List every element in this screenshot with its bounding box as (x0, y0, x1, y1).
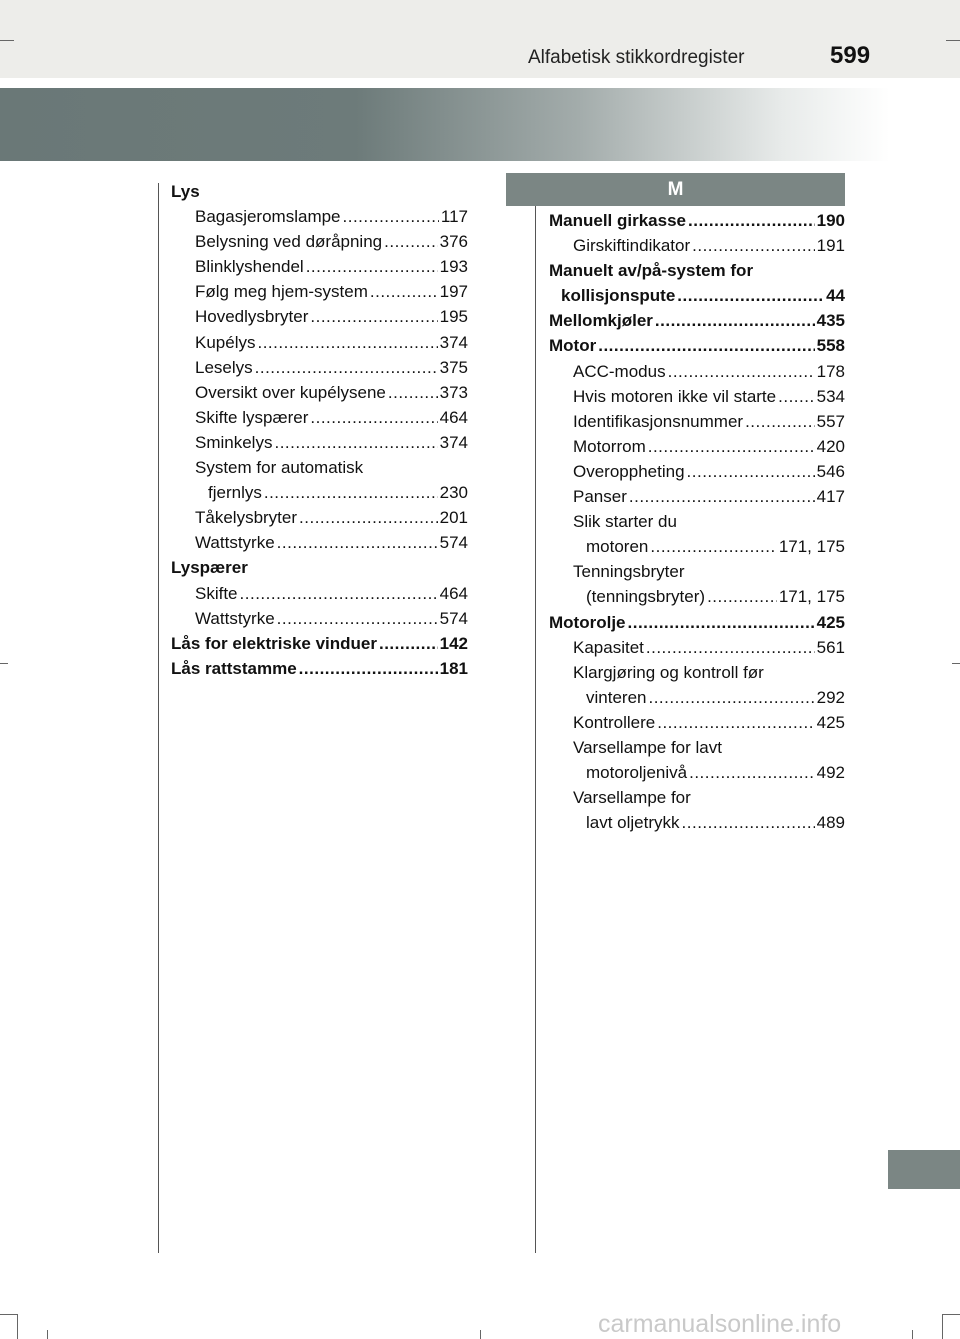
index-entry-term: Belysning ved døråpning (195, 232, 383, 252)
index-entry (171, 505, 468, 530)
index-entry-term: Mellomkjøler (549, 311, 653, 331)
index-entry-page: 376 (439, 232, 468, 252)
dot-leader (370, 279, 438, 304)
index-entry (549, 384, 845, 409)
index-entry (549, 660, 845, 685)
index-entry (549, 610, 845, 635)
index-entry-page: 425 (816, 612, 845, 632)
index-entry-page: 374 (439, 432, 468, 452)
index-entry-page: 489 (816, 813, 845, 833)
index-entry (549, 208, 845, 233)
dot-leader (629, 484, 815, 509)
dot-leader (264, 480, 438, 505)
index-entry-page: 558 (816, 336, 845, 356)
index-entry (171, 455, 468, 480)
index-entry (549, 484, 845, 509)
crop-mark (912, 1330, 913, 1339)
index-entry (549, 409, 845, 434)
index-entry (549, 258, 845, 283)
index-entry-term: ACC-modus (573, 361, 666, 381)
index-entry (171, 530, 468, 555)
index-entry-term: Slik starter du (573, 512, 677, 532)
index-entry-page: 230 (439, 483, 468, 503)
dot-leader (310, 304, 437, 329)
index-entry-term: Følg meg hjem-system (195, 282, 368, 302)
index-side-tab (888, 1150, 960, 1189)
index-entry-term: Sminkelys (195, 432, 273, 452)
index-entry-term: Identifikasjonsnummer (573, 411, 744, 431)
index-entry-page: 561 (816, 637, 845, 657)
dot-leader (650, 534, 776, 559)
index-entry-term: Klargjøring og kontroll før (573, 662, 764, 682)
index-entry-term: kollisjonspute (561, 286, 676, 306)
dot-leader (655, 308, 815, 333)
index-entry-page: 375 (439, 357, 468, 377)
index-entry-page: 190 (816, 211, 845, 230)
index-entry-page: 574 (439, 608, 468, 628)
index-entry (549, 283, 845, 308)
index-entry (549, 559, 845, 584)
index-entry-term: Girskiftindikator (573, 236, 691, 256)
index-entry-term: Varsellampe for lavt (573, 737, 722, 757)
page-header-bar (0, 0, 960, 78)
index-entry (171, 380, 468, 405)
index-entry-page: 374 (439, 332, 468, 352)
index-entry-page: 142 (439, 633, 468, 653)
index-entry-term: Manuelt av/på-system for (549, 261, 754, 281)
crop-mark (942, 1314, 943, 1339)
index-entry-term: Lås rattstamme (171, 658, 297, 678)
decorative-banner (0, 88, 890, 161)
index-entry-page: 171, 175 (778, 537, 845, 557)
index-entry-page: 117 (440, 207, 468, 227)
index-entry-page: 181 (439, 658, 468, 678)
crop-mark (17, 1314, 18, 1339)
index-entry (549, 710, 845, 735)
index-entry (171, 606, 468, 631)
index-entry-page: 178 (816, 361, 845, 381)
index-entry (171, 656, 468, 681)
index-entry-term: Manuell girkasse (549, 211, 687, 230)
index-entry-term: Motorrom (573, 436, 646, 456)
section-letter-heading: M (506, 173, 845, 206)
watermark-text: carmanualsonline.info (598, 1310, 842, 1338)
index-entry (171, 254, 468, 279)
index-column-right (549, 208, 845, 835)
dot-leader (255, 355, 438, 380)
index-entry-term: Kapasitet (573, 637, 644, 657)
index-entry-term: Bagasjeromslampe (195, 207, 341, 227)
index-entry (171, 631, 468, 656)
index-entry-term: Oversikt over kupélysene (195, 382, 386, 402)
index-entry-term: Blinklyshendel (195, 257, 304, 277)
dot-leader (648, 434, 815, 459)
index-entry-term: Tenningsbryter (573, 562, 685, 582)
index-entry-page: 195 (439, 307, 468, 327)
index-entry-page: 534 (816, 386, 845, 406)
index-entry (171, 581, 468, 606)
index-entry (171, 304, 468, 329)
index-entry-term: Wattstyrke (195, 533, 275, 553)
index-entry (549, 584, 845, 609)
index-entry-page: 193 (439, 257, 468, 277)
dot-leader (388, 380, 438, 405)
index-entry-page: 373 (439, 382, 468, 402)
dot-leader (598, 333, 814, 358)
index-entry (549, 635, 845, 660)
index-entry-page: 464 (439, 583, 468, 603)
index-entry (549, 233, 845, 258)
index-entry-page: 44 (826, 286, 845, 306)
dot-leader (299, 656, 438, 681)
dot-leader (668, 359, 815, 384)
index-entry-term: Kupélys (195, 332, 256, 352)
index-entry-page: 435 (816, 311, 845, 331)
index-entry-term: Skifte lyspærer (195, 407, 309, 427)
index-entry-page: 425 (816, 712, 845, 732)
index-entry (171, 279, 468, 304)
index-entry-term: Hovedlysbryter (195, 307, 309, 327)
crop-mark (0, 40, 14, 41)
index-entry-page: 557 (816, 411, 845, 431)
index-entry (549, 359, 845, 384)
dot-leader (689, 760, 815, 785)
dot-leader (687, 459, 815, 484)
index-entry-term: (tenningsbryter) (586, 587, 706, 607)
dot-leader (306, 254, 438, 279)
index-entry (171, 204, 468, 229)
index-entry-term: System for automatisk (195, 458, 364, 478)
index-entry (171, 330, 468, 355)
index-entry-page: 171, 175 (778, 587, 845, 607)
dot-leader (274, 430, 437, 455)
index-entry-page: 492 (816, 763, 845, 783)
page-header-title: Alfabetisk stikkordregister (528, 47, 745, 68)
index-entry-term: vinteren (586, 687, 647, 707)
index-entry (549, 434, 845, 459)
index-entry-term: Lys (171, 182, 200, 201)
index-entry-page: 292 (816, 687, 845, 707)
crop-mark (0, 1314, 18, 1315)
index-entry-term: Tåkelysbryter (195, 508, 298, 528)
index-entry (549, 534, 845, 559)
index-entry (549, 509, 845, 534)
crop-mark (0, 663, 8, 664)
index-entry-term: motoren (586, 537, 649, 557)
index-entry-term: Varsellampe for (573, 788, 691, 808)
dot-leader (379, 631, 438, 656)
dot-leader (343, 204, 439, 229)
index-entry-term: Panser (573, 487, 627, 507)
index-entry-term: Overoppheting (573, 461, 685, 481)
dot-leader (310, 405, 437, 430)
index-entry-term: Skifte (195, 583, 238, 603)
index-entry-term: motoroljenivå (586, 763, 688, 783)
page-number: 599 (830, 42, 871, 69)
index-entry-page: 191 (816, 236, 845, 256)
crop-mark (946, 40, 960, 41)
index-entry-page: 464 (439, 407, 468, 427)
index-entry-page: 546 (816, 461, 845, 481)
dot-leader (682, 810, 815, 835)
index-entry-page: 420 (816, 436, 845, 456)
dot-leader (688, 208, 815, 233)
index-entry (171, 480, 468, 505)
index-entry (171, 355, 468, 380)
dot-leader (677, 283, 824, 308)
column-divider-left (158, 183, 159, 1253)
index-entry-term: Leselys (195, 357, 253, 377)
dot-leader (648, 685, 814, 710)
dot-leader (745, 409, 815, 434)
index-entry-page: 197 (439, 282, 468, 302)
crop-mark (952, 663, 960, 664)
index-entry (549, 685, 845, 710)
column-divider-right (535, 205, 536, 1253)
dot-leader (257, 330, 437, 355)
dot-leader (277, 530, 438, 555)
index-entry-term: Motorolje (549, 612, 626, 632)
index-entry-term: Motor (549, 336, 597, 356)
index-entry (549, 308, 845, 333)
index-entry-term: Lyspærer (171, 558, 248, 578)
index-entry (171, 229, 468, 254)
index-entry-page: 574 (439, 533, 468, 553)
dot-leader (277, 606, 438, 631)
dot-leader (778, 384, 815, 409)
index-entry (171, 405, 468, 430)
dot-leader (384, 229, 438, 254)
index-entry-term: Hvis motoren ikke vil starte (573, 386, 777, 406)
index-column-left (171, 179, 468, 681)
dot-leader (646, 635, 815, 660)
dot-leader (692, 233, 814, 258)
index-entry-term: fjernlys (208, 483, 262, 503)
dot-leader (657, 710, 814, 735)
crop-mark (47, 1330, 48, 1339)
index-entry (549, 760, 845, 785)
crop-mark (480, 1330, 481, 1339)
index-entry (171, 430, 468, 455)
index-entry (171, 555, 468, 580)
dot-leader (628, 610, 815, 635)
index-entry-term: Kontrollere (573, 712, 656, 732)
dot-leader (240, 581, 438, 606)
dot-leader (707, 584, 777, 609)
index-entry-term: Wattstyrke (195, 608, 275, 628)
crop-mark (942, 1314, 960, 1315)
index-entry-page: 417 (816, 487, 845, 507)
index-entry (549, 785, 845, 810)
index-entry-term: lavt oljetrykk (586, 813, 680, 833)
index-entry (549, 735, 845, 760)
index-entry (171, 179, 468, 204)
dot-leader (299, 505, 438, 530)
index-entry (549, 333, 845, 358)
index-entry (549, 810, 845, 835)
index-entry (549, 459, 845, 484)
index-entry-term: Lås for elektriske vinduer (171, 633, 377, 653)
index-entry-page: 201 (439, 508, 468, 528)
